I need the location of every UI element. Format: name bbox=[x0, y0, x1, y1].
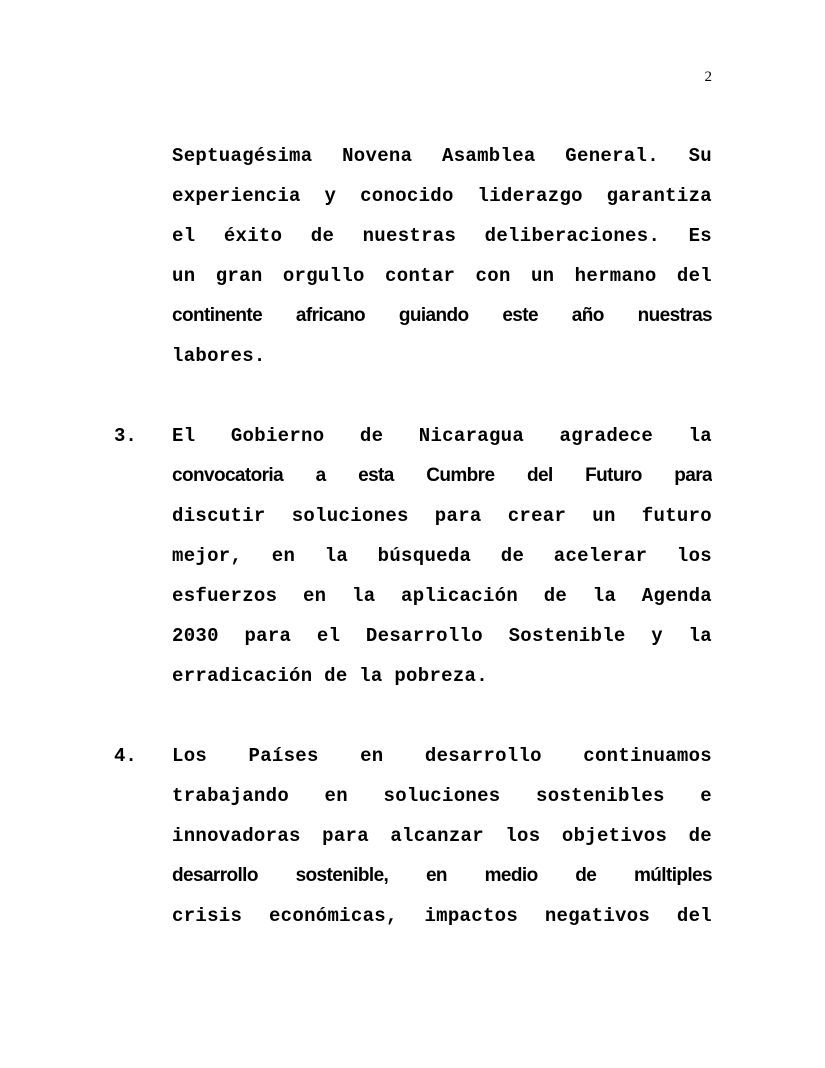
paragraph-line: continente africano guiando este año nuestras bbox=[172, 305, 712, 326]
paragraph-line: trabajando en soluciones sostenibles e bbox=[172, 785, 712, 807]
paragraph-line: desarrollo sostenible, en medio de múltiples bbox=[172, 865, 712, 886]
paragraph-line: labores. bbox=[172, 345, 266, 367]
numbered-paragraph-3 bbox=[114, 416, 712, 696]
paragraph-line: Septuagésima Novena Asamblea General. Su bbox=[172, 145, 712, 167]
paragraph-line: convocatoria a esta Cumbre del Futuro para bbox=[172, 465, 712, 486]
paragraph-line: erradicación de la pobreza. bbox=[172, 665, 488, 687]
paragraph-line: el éxito de nuestras deliberaciones. Es bbox=[172, 225, 712, 247]
paragraph-line: esfuerzos en la aplicación de la Agenda bbox=[172, 585, 712, 607]
paragraph-line: Los Países en desarrollo continuamos bbox=[172, 745, 712, 767]
paragraph-line: mejor, en la búsqueda de acelerar los bbox=[172, 545, 712, 567]
page-number: 2 bbox=[704, 69, 712, 85]
paragraph-line: un gran orgullo contar con un hermano del bbox=[172, 265, 712, 287]
paragraph-line: discutir soluciones para crear un futuro bbox=[172, 505, 712, 527]
paragraph-line: innovadoras para alcanzar los objetivos de bbox=[172, 825, 712, 847]
item-number: 3. bbox=[114, 425, 137, 447]
numbered-paragraph-4 bbox=[114, 736, 712, 936]
paragraph-line: 2030 para el Desarrollo Sostenible y la bbox=[172, 625, 712, 647]
paragraph-line: experiencia y conocido liderazgo garantiza bbox=[172, 185, 712, 207]
item-number: 4. bbox=[114, 745, 137, 767]
continuation-paragraph bbox=[172, 136, 712, 376]
paragraph-line: El Gobierno de Nicaragua agradece la bbox=[172, 425, 712, 447]
paragraph-line: crisis económicas, impactos negativos del bbox=[172, 905, 712, 927]
